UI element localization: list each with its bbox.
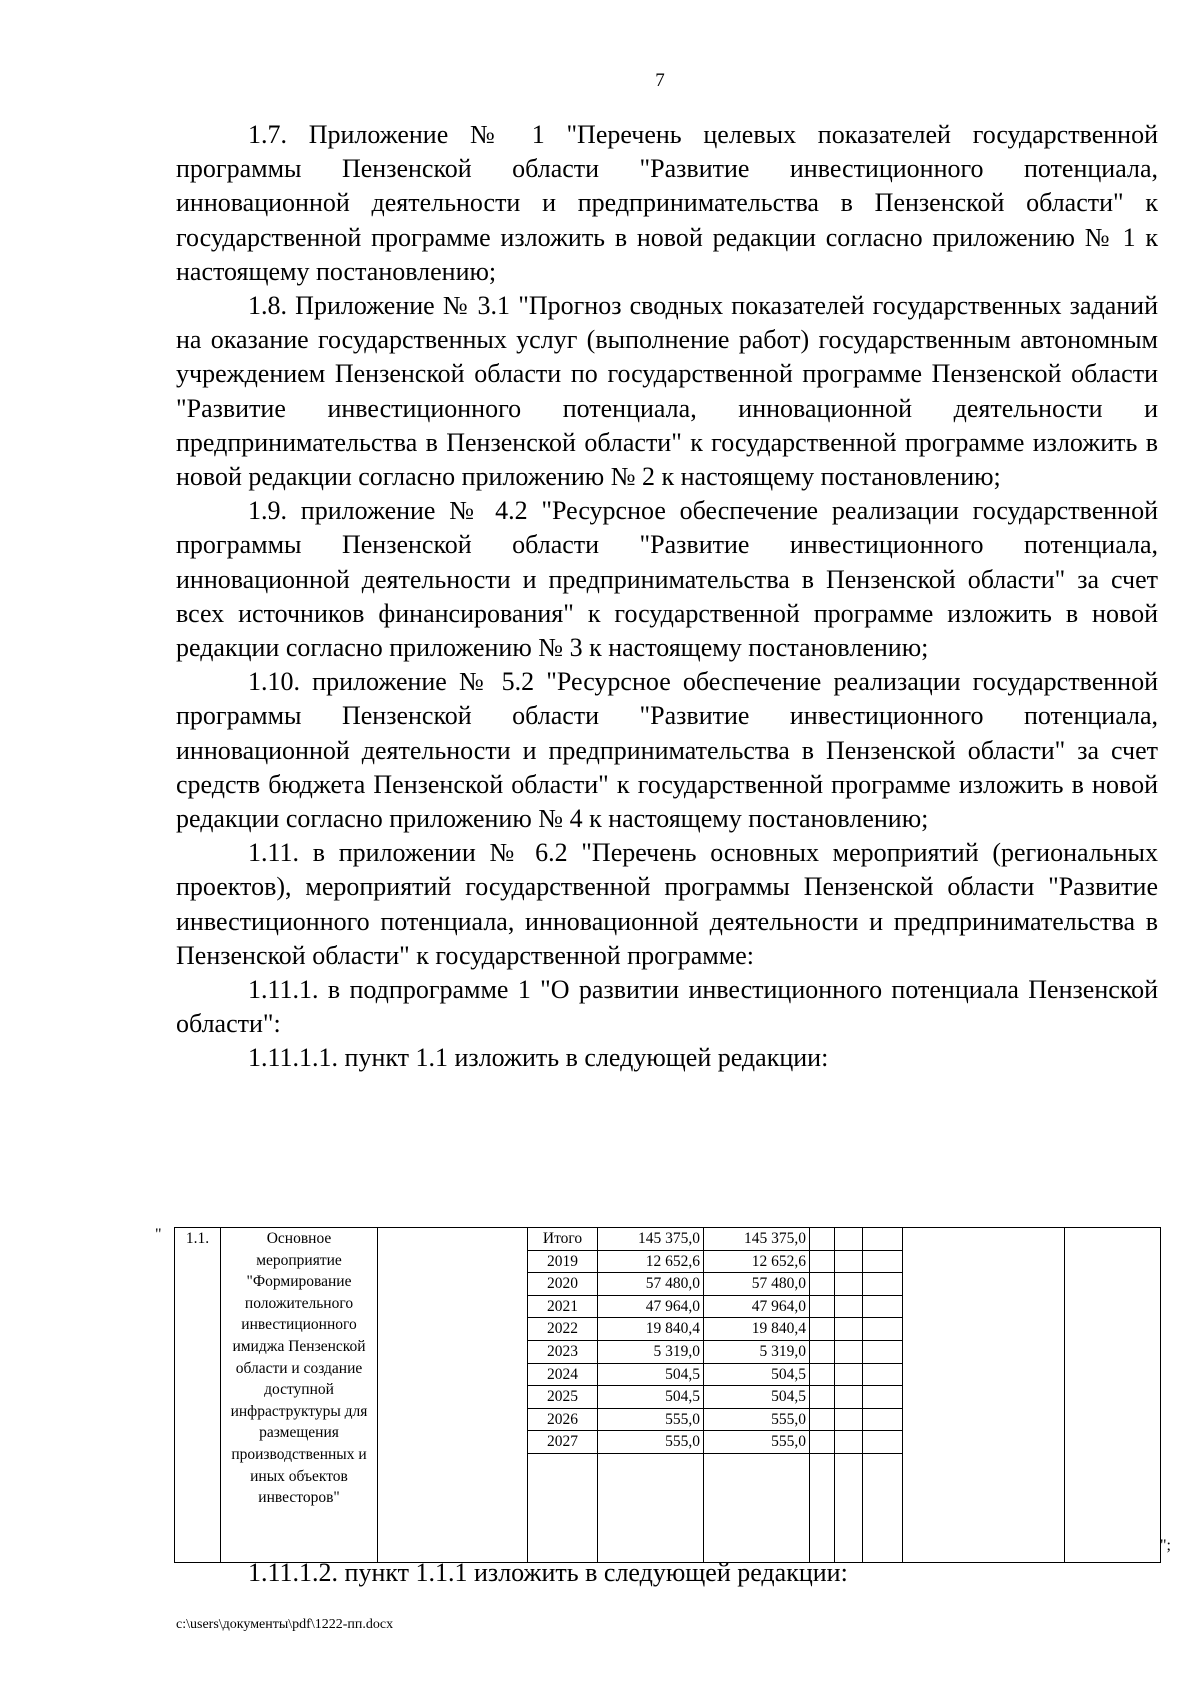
year-cell: 2027	[528, 1431, 598, 1454]
empty-cell	[810, 1386, 835, 1409]
budget-amount-cell: 145 375,0	[704, 1228, 810, 1251]
empty-cell	[835, 1273, 863, 1296]
empty-cell	[835, 1363, 863, 1386]
budget-amount-cell: 12 652,6	[704, 1250, 810, 1273]
empty-cell	[810, 1273, 835, 1296]
total-amount-cell: 57 480,0	[598, 1273, 704, 1296]
empty-cell	[863, 1363, 903, 1386]
empty-cell	[810, 1363, 835, 1386]
empty-cell	[1065, 1228, 1161, 1563]
empty-cell	[598, 1453, 704, 1562]
empty-cell	[810, 1340, 835, 1363]
item-name-cell	[221, 1228, 378, 1563]
budget-amount-cell: 555,0	[704, 1408, 810, 1431]
total-amount-cell: 5 319,0	[598, 1340, 704, 1363]
empty-cell	[863, 1431, 903, 1454]
empty-cell	[863, 1408, 903, 1431]
year-cell: 2020	[528, 1273, 598, 1296]
empty-cell	[810, 1228, 835, 1251]
paragraph-1-8: 1.8. Приложение № 3.1 "Прогноз сводных показателей государственных заданий на оказание государственных услуг (выполнение работ) государственным автономным учреждением Пензенской области по государственной программе Пензенской области "Развитие инвестиционного потенциала, инновационной деятельности и предпринимательства в Пензенской области" к государственной программе изложить в новой редакции согласно приложению № 2 к настоящему постановлению;	[176, 291, 1158, 492]
total-amount-cell: 12 652,6	[598, 1250, 704, 1273]
program-table-wrapper	[174, 1227, 1160, 1563]
empty-cell	[863, 1318, 903, 1341]
year-cell: 2021	[528, 1295, 598, 1318]
page-number: 7	[655, 70, 665, 91]
item-code: 1.1.	[185, 1230, 210, 1247]
empty-cell	[835, 1318, 863, 1341]
year-cell: 2025	[528, 1386, 598, 1409]
paragraph-1-11-1: 1.11.1. в подпрограмме 1 "О развитии инвестиционного потенциала Пензенской области":	[176, 975, 1158, 1039]
year-cell: 2022	[528, 1318, 598, 1341]
empty-cell	[810, 1453, 835, 1562]
empty-cell	[863, 1273, 903, 1296]
empty-cell	[528, 1453, 598, 1562]
total-amount-cell: 504,5	[598, 1386, 704, 1409]
total-amount-cell: 555,0	[598, 1431, 704, 1454]
empty-cell	[863, 1340, 903, 1363]
year-cell: Итого	[528, 1228, 598, 1251]
paragraph-1-11-1-1: 1.11.1.1. пункт 1.1 изложить в следующей редакции:	[248, 1043, 829, 1073]
empty-cell	[835, 1228, 863, 1251]
total-amount-cell: 19 840,4	[598, 1318, 704, 1341]
empty-cell	[810, 1250, 835, 1273]
empty-cell	[835, 1408, 863, 1431]
total-amount-cell: 145 375,0	[598, 1228, 704, 1251]
empty-cell	[835, 1431, 863, 1454]
budget-amount-cell: 504,5	[704, 1386, 810, 1409]
table-row	[175, 1228, 1161, 1251]
item-code-cell	[175, 1228, 221, 1563]
budget-amount-cell: 47 964,0	[704, 1295, 810, 1318]
year-cell: 2024	[528, 1363, 598, 1386]
paragraph-1-11: 1.11. в приложении № 6.2 "Перечень основных мероприятий (региональных проектов), мероприятий государственной программы Пензенской области "Развитие инвестиционного потенциала, инновационной деятельности и предпринимательства в Пензенской области" к государственной программе:	[176, 838, 1158, 970]
empty-cell	[863, 1386, 903, 1409]
year-cell: 2026	[528, 1408, 598, 1431]
program-table	[174, 1227, 1161, 1563]
empty-cell	[378, 1228, 528, 1563]
empty-cell	[863, 1228, 903, 1251]
empty-cell	[863, 1453, 903, 1562]
empty-cell	[903, 1228, 1065, 1563]
budget-amount-cell: 19 840,4	[704, 1318, 810, 1341]
paragraph-1-11-1-2-block	[176, 1556, 1158, 1590]
empty-cell	[810, 1295, 835, 1318]
budget-amount-cell: 504,5	[704, 1363, 810, 1386]
budget-amount-cell: 57 480,0	[704, 1273, 810, 1296]
paragraph-1-10: 1.10. приложение № 5.2 "Ресурсное обеспечение реализации государственной программы Пензенской области "Развитие инвестиционного потенциала, инновационной деятельности и предпринимательства в Пензенской области" за счет средств бюджета Пензенской области" к государственной программе изложить в новой редакции согласно приложению № 4 к настоящему постановлению;	[176, 667, 1158, 834]
footer-file-path: c:\users\документы\pdf\1222-пп.docx	[176, 1617, 394, 1632]
item-name: Основное мероприятие "Формирование положительного инвестиционного имиджа Пензенской области и создание доступной инфраструктуры для размещения производственных и иных объектов инвесторов"	[230, 1230, 368, 1507]
empty-cell	[810, 1318, 835, 1341]
table-close-quote: ";	[1160, 1537, 1171, 1554]
paragraph-1-9: 1.9. приложение № 4.2 "Ресурсное обеспечение реализации государственной программы Пензенской области "Развитие инвестиционного потенциала, инновационной деятельности и предпринимательства в Пензенской области" за счет всех источников финансирования" к государственной программе изложить в новой редакции согласно приложению № 3 к настоящему постановлению;	[176, 496, 1158, 663]
empty-cell	[704, 1453, 810, 1562]
empty-cell	[835, 1453, 863, 1562]
empty-cell	[863, 1250, 903, 1273]
paragraph-1-11-1-2: 1.11.1.2. пункт 1.1.1 изложить в следующей редакции:	[248, 1558, 848, 1587]
year-cell: 2023	[528, 1340, 598, 1363]
document-body	[176, 118, 1158, 1076]
empty-cell	[810, 1408, 835, 1431]
year-cell: 2019	[528, 1250, 598, 1273]
empty-cell	[835, 1295, 863, 1318]
table-open-quote: "	[155, 1226, 162, 1243]
budget-amount-cell: 555,0	[704, 1431, 810, 1454]
paragraph-1-7: 1.7. Приложение № 1 "Перечень целевых показателей государственной программы Пензенской области "Развитие инвестиционного потенциала, инновационной деятельности и предпринимательства в Пензенской области" к государственной программе изложить в новой редакции согласно приложению № 1 к настоящему постановлению;	[176, 120, 1158, 286]
empty-cell	[835, 1340, 863, 1363]
empty-cell	[863, 1295, 903, 1318]
empty-cell	[810, 1431, 835, 1454]
budget-amount-cell: 5 319,0	[704, 1340, 810, 1363]
total-amount-cell: 47 964,0	[598, 1295, 704, 1318]
empty-cell	[835, 1386, 863, 1409]
total-amount-cell: 504,5	[598, 1363, 704, 1386]
empty-cell	[835, 1250, 863, 1273]
total-amount-cell: 555,0	[598, 1408, 704, 1431]
